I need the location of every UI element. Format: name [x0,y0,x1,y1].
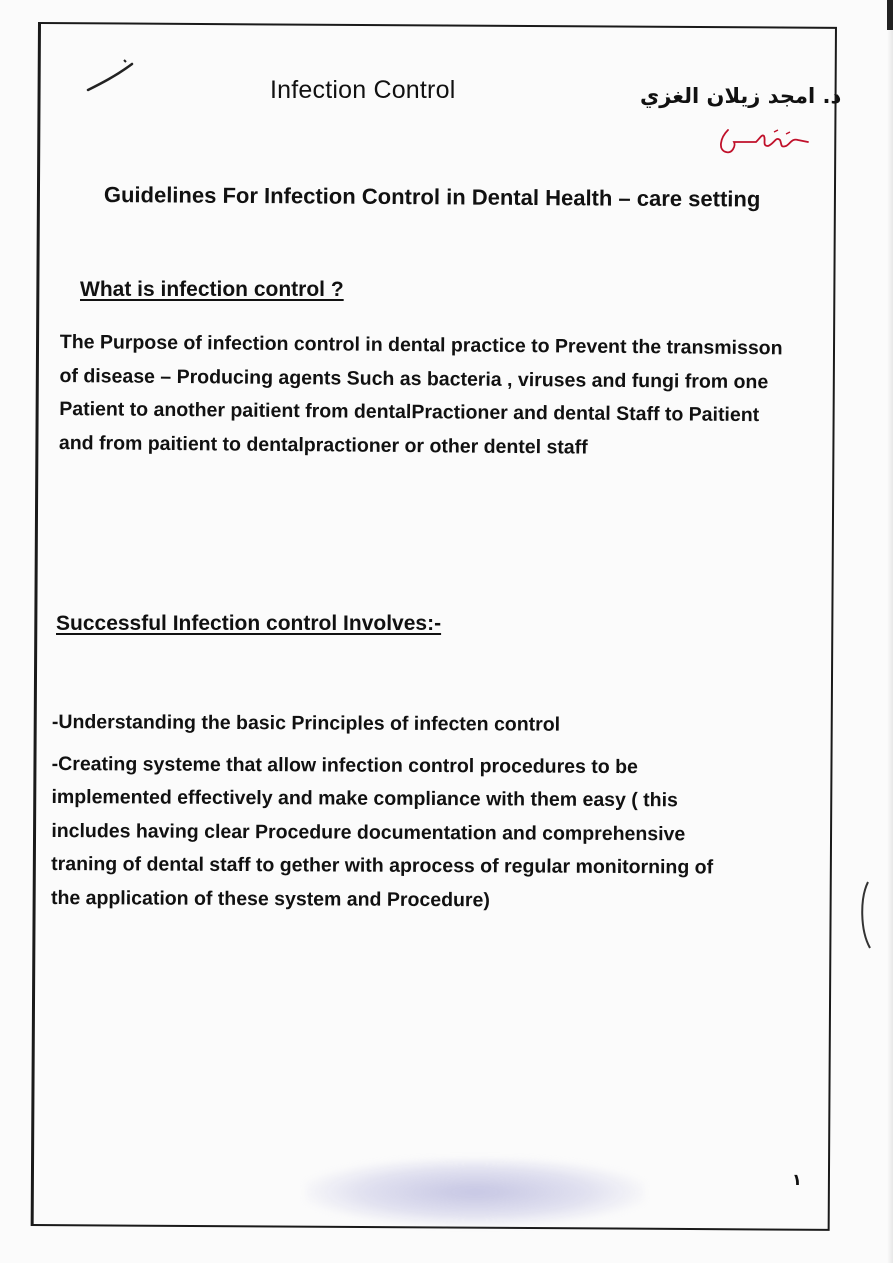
list-item: -Understanding the basic Principles of infecten control [51,710,561,736]
document-heading: Guidelines For Infection Control in Dental Health – care setting [103,182,761,212]
paragraph-line: The Purpose of infection control in dental practice to Prevent the transmisson [59,330,783,360]
page-edge-shadow [887,0,893,1263]
list-item [51,747,792,918]
page-title: Infection Control [270,76,456,104]
list-item-line: traning of dental staff to gether with aprocess of regular monitorning of [51,852,714,879]
corner-mark [887,0,893,30]
pen-mark [86,58,138,96]
handwritten-signature [716,124,812,160]
author-name: د. امجد زيلان الغزي [640,84,842,108]
ink-smudge [305,1158,645,1226]
page-edge-curl [858,880,872,950]
involves-list [51,706,792,919]
list-item-line: -Creating systeme that allow infection control procedures to be [51,752,638,778]
list-item-line: the application of these system and Procedure) [50,886,490,911]
section-title-successful: Successful Infection control Involves:- [56,612,442,635]
section-title-what-is: What is infection control ? [80,278,344,301]
list-item-line: implemented effectively and make compliance with them easy ( this [51,785,678,812]
paragraph-line: Patient to another paitient from dentalPractioner and dental Staff to Paitient [59,397,760,427]
list-item-line: includes having clear Procedure documentation and comprehensive [51,819,686,845]
paragraph-line: and from paitient to dentalpractioner or other dentel staff [58,431,588,459]
page-number: ١ [792,1170,802,1189]
paragraph-line: of disease – Producing agents Such as bacteria , viruses and fungi from one [59,364,769,393]
paragraph-purpose [59,326,820,467]
